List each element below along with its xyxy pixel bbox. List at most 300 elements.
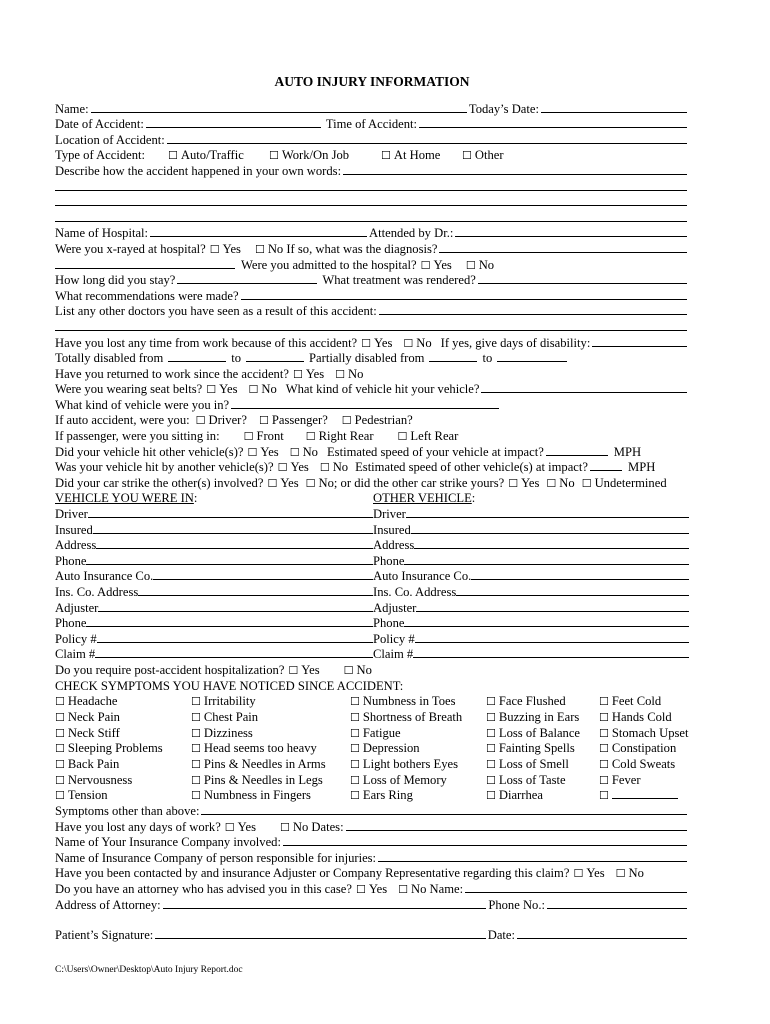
struck-no-label: No	[559, 475, 575, 490]
checkbox-contacted-no[interactable]: ☐	[615, 867, 626, 881]
type-auto-label: Auto/Traffic	[180, 148, 244, 163]
describe-line-3[interactable]	[55, 195, 687, 206]
signature-label: Patient’s Signature:	[55, 928, 154, 943]
vehicle-field-row	[55, 523, 689, 539]
your-vehicle-4	[55, 569, 373, 585]
vehicle-field-label: Phone	[55, 616, 87, 631]
symptom-checkbox[interactable]: ☐	[350, 789, 360, 803]
checkbox-post-hosp-no[interactable]: ☐	[343, 663, 354, 677]
symptom-item	[599, 757, 689, 773]
other-vehicle-9	[373, 647, 689, 663]
hit-other-no-label: No	[302, 444, 318, 459]
returned-label: Have you returned to work since the accident?	[55, 366, 289, 381]
symptom-item	[486, 788, 599, 804]
symptom-item	[191, 694, 350, 710]
checkbox-auto[interactable]: ☐	[168, 149, 178, 163]
diagnosis-field[interactable]	[439, 242, 687, 253]
other-doctors-field[interactable]	[379, 304, 687, 315]
symptom-item	[350, 726, 486, 742]
symptom-checkbox[interactable]: ☐	[486, 789, 496, 803]
your-vehicle-2	[55, 538, 373, 554]
symptom-checkbox[interactable]: ☐	[55, 773, 65, 787]
strike-row	[55, 476, 689, 492]
symptom-label: Pins & Needles in Arms	[203, 756, 326, 771]
vehicle-field-label: Adjuster	[373, 600, 417, 615]
symptom-checkbox[interactable]: ☐	[599, 757, 609, 771]
symptom-label: Nervousness	[67, 772, 133, 787]
admitted-yes-label: Yes	[433, 257, 452, 272]
attorney-no-label: No Name:	[411, 881, 464, 896]
hospital-field[interactable]	[150, 226, 367, 237]
totally-to-label: to	[231, 351, 242, 366]
role-label: If auto accident, were you:	[55, 413, 190, 428]
vehicle-field-row	[55, 601, 689, 617]
symptom-label: Loss of Taste	[498, 772, 566, 787]
symptom-label: Buzzing in Ears	[498, 709, 580, 724]
checkbox-struck-no[interactable]: ☐	[546, 476, 557, 490]
how-long-label: How long did you stay?	[55, 273, 176, 288]
checkbox-hit-other-no[interactable]: ☐	[289, 445, 300, 459]
symptom-checkbox[interactable]: ☐	[599, 726, 609, 740]
recommendations-field[interactable]	[241, 289, 687, 300]
symptom-item	[55, 726, 191, 742]
other-doctors-row	[55, 304, 689, 320]
partially-disabled-label: Partially disabled from	[309, 351, 425, 366]
symptom-checkbox[interactable]: ☐	[599, 742, 609, 756]
symptom-label: Loss of Smell	[498, 756, 569, 771]
symptom-checkbox[interactable]: ☐	[191, 710, 201, 724]
symptom-checkbox[interactable]: ☐	[486, 695, 496, 709]
checkbox-admitted-no[interactable]: ☐	[465, 258, 476, 272]
attorney-address-label: Address of Attorney:	[55, 897, 161, 912]
vehicle-field-row	[55, 507, 689, 523]
insurance-company-label: Name of Your Insurance Company involved:	[55, 835, 281, 850]
auto-injury-form	[55, 74, 689, 944]
checkbox-attorney-no[interactable]: ☐	[398, 882, 409, 896]
seatbelt-row	[55, 382, 689, 398]
phone-no-label: Phone No.:	[488, 897, 545, 912]
vehicle-field-input[interactable]	[98, 601, 373, 612]
vehicle-field-input[interactable]	[411, 523, 689, 534]
describe-line-2[interactable]	[55, 180, 687, 191]
totally-to-field[interactable]	[246, 351, 304, 362]
checkbox-xray-no[interactable]: ☐	[254, 242, 265, 256]
vehicle-field-input[interactable]	[86, 554, 373, 565]
diagnosis-field-2[interactable]	[55, 258, 235, 269]
symptom-checkbox[interactable]: ☐	[55, 742, 65, 756]
speed-yours-field[interactable]	[546, 445, 608, 456]
vehicle-field-input[interactable]	[414, 538, 689, 549]
insurance-company-field[interactable]	[283, 835, 687, 846]
symptom-label: Loss of Balance	[498, 725, 581, 740]
symptom-item	[55, 741, 191, 757]
type-label: Type of Accident:	[55, 148, 146, 163]
insurance-responsible-field[interactable]	[378, 851, 687, 862]
symptoms-other-field[interactable]	[201, 804, 687, 815]
other-vehicle-5	[373, 585, 689, 601]
vehicle-field-input[interactable]	[415, 632, 689, 643]
vehicle-field-input[interactable]	[95, 647, 373, 658]
location-row	[55, 133, 689, 149]
checkbox-strike-no[interactable]: ☐	[305, 476, 316, 490]
checkbox-seatbelt-no[interactable]: ☐	[248, 383, 259, 397]
vehicle-in-row	[55, 398, 689, 414]
seatbelt-yes-label: Yes	[219, 382, 238, 397]
vehicle-field-label: Claim #	[373, 647, 414, 662]
returned-no-label: No	[348, 366, 364, 381]
your-vehicle-6	[55, 601, 373, 617]
symptom-checkbox[interactable]: ☐	[599, 773, 609, 787]
other-vehicle-0	[373, 507, 689, 523]
symptom-label: Loss of Memory	[362, 772, 447, 787]
how-long-field[interactable]	[177, 273, 317, 284]
other-doctors-label: List any other doctors you have seen as a result of this accident:	[55, 304, 377, 319]
other-doctors-line-2[interactable]	[55, 320, 687, 331]
symptom-item	[191, 773, 350, 789]
symptom-item	[599, 694, 689, 710]
vehicle-field-input[interactable]	[404, 554, 689, 565]
symptom-checkbox[interactable]: ☐	[599, 789, 609, 803]
vehicle-fields	[55, 507, 689, 663]
describe-field[interactable]	[343, 164, 687, 175]
vehicle-field-input[interactable]	[138, 585, 373, 596]
date-field[interactable]	[517, 928, 687, 939]
vehicle-field-row	[55, 632, 689, 648]
phone-no-field[interactable]	[547, 898, 687, 909]
vehicle-in-field[interactable]	[231, 398, 499, 409]
todays-date-field[interactable]	[541, 102, 687, 113]
symptom-item	[486, 710, 599, 726]
vehicle-field-label: Insured	[55, 522, 93, 537]
front-label: Front	[256, 429, 284, 444]
describe-line-4[interactable]	[55, 211, 687, 222]
checkbox-returned-yes[interactable]: ☐	[292, 367, 303, 381]
checkbox-lost-days-no[interactable]: ☐	[279, 820, 290, 834]
partially-to-field[interactable]	[497, 351, 567, 362]
name-row	[55, 102, 689, 118]
lost-days-dates-field[interactable]	[346, 820, 687, 831]
checkbox-pedestrian[interactable]: ☐	[341, 414, 352, 428]
vehicle-field-row	[55, 538, 689, 554]
time-of-accident-field[interactable]	[419, 117, 687, 128]
contacted-label: Have you been contacted by and insurance Adjuster or Company Representative regarding this claim?	[55, 866, 570, 881]
admitted-row	[55, 258, 689, 274]
lost-days-row	[55, 820, 689, 836]
other-vehicle-8	[373, 632, 689, 648]
attorney-name-field[interactable]	[465, 882, 687, 893]
what-vehicle-field[interactable]	[481, 382, 687, 393]
your-vehicle-5	[55, 585, 373, 601]
vehicle-field-input[interactable]	[404, 616, 689, 627]
seat-label: If passenger, were you sitting in:	[55, 429, 220, 444]
vehicle-field-row	[55, 554, 689, 570]
symptom-item	[55, 788, 191, 804]
vehicle-field-row	[55, 569, 689, 585]
hit-by-yes-label: Yes	[290, 460, 309, 475]
vehicle-field-input[interactable]	[96, 538, 373, 549]
other-vehicle-2	[373, 538, 689, 554]
date-row	[55, 117, 689, 133]
form-title: AUTO INJURY INFORMATION	[274, 74, 470, 89]
xray-yes-label: Yes	[222, 241, 241, 256]
symptom-label: Ears Ring	[362, 788, 413, 803]
symptom-item	[55, 694, 191, 710]
vehicle-field-row	[55, 616, 689, 632]
describe-row	[55, 164, 689, 180]
lost-days-yes-label: Yes	[237, 819, 256, 834]
checkbox-front[interactable]: ☐	[243, 430, 254, 444]
symptom-label: Back Pain	[67, 756, 120, 771]
est-speed-yours-label: Estimated speed of your vehicle at impact?	[326, 444, 544, 459]
admitted-no-label: No	[478, 257, 495, 272]
vehicle-field-label: Phone	[373, 553, 405, 568]
disability-days-field[interactable]	[592, 336, 687, 347]
checkbox-seatbelt-yes[interactable]: ☐	[206, 383, 217, 397]
your-vehicle-3	[55, 554, 373, 570]
symptom-checkbox[interactable]: ☐	[350, 695, 360, 709]
vehicle-field-input[interactable]	[88, 507, 373, 518]
symptom-checkbox[interactable]: ☐	[350, 710, 360, 724]
symptom-item	[350, 741, 486, 757]
vehicle-field-input[interactable]	[456, 585, 689, 596]
checkbox-other[interactable]: ☐	[462, 149, 472, 163]
left-rear-label: Left Rear	[410, 429, 459, 444]
checkbox-xray-yes[interactable]: ☐	[209, 242, 220, 256]
speed-other-field[interactable]	[590, 460, 622, 471]
symptom-checkbox[interactable]: ☐	[191, 742, 201, 756]
vehicle-field-input[interactable]	[416, 601, 689, 612]
name-field[interactable]	[91, 102, 467, 113]
checkbox-hit-other-yes[interactable]: ☐	[247, 445, 258, 459]
xray-no-label: No If so, what was the diagnosis?	[267, 241, 438, 256]
symptom-label: Cold Sweats	[611, 756, 676, 771]
symptom-label: Depression	[362, 741, 420, 756]
symptom-checkbox[interactable]: ☐	[350, 726, 360, 740]
symptom-label: Shortness of Breath	[362, 709, 463, 724]
seatbelt-label: Were you wearing seat belts?	[55, 382, 203, 397]
hospital-row	[55, 226, 689, 242]
mph-other-label: MPH	[628, 460, 656, 475]
vehicle-field-input[interactable]	[413, 647, 689, 658]
checkbox-contacted-yes[interactable]: ☐	[573, 867, 584, 881]
vehicle-field-input[interactable]	[153, 569, 373, 580]
symptom-checkbox[interactable]: ☐	[191, 726, 201, 740]
treatment-field[interactable]	[478, 273, 687, 284]
checkbox-struck-yes[interactable]: ☐	[508, 476, 519, 490]
checkbox-attorney-yes[interactable]: ☐	[355, 882, 366, 896]
symptom-checkbox[interactable]: ☐	[486, 710, 496, 724]
lost-days-label: Have you lost any days of work?	[55, 819, 221, 834]
attended-field[interactable]	[455, 226, 687, 237]
symptom-checkbox[interactable]: ☐	[55, 789, 65, 803]
symptom-checkbox[interactable]: ☐	[55, 710, 65, 724]
admitted-label: Were you admitted to the hospital?	[241, 257, 417, 272]
symptom-checkbox[interactable]: ☐	[55, 695, 65, 709]
pedestrian-label: Pedestrian?	[354, 413, 413, 428]
vehicle-field-label: Policy #	[373, 631, 415, 646]
symptom-item	[599, 726, 689, 742]
symptom-other-field[interactable]	[612, 788, 678, 799]
lost-time-no-label: No	[416, 335, 432, 350]
seat-row	[55, 429, 689, 445]
other-vehicle-1	[373, 523, 689, 539]
symptom-item	[350, 694, 486, 710]
symptom-item	[486, 757, 599, 773]
strike-label: Did your car strike the other(s) involved?	[55, 475, 264, 490]
symptom-checkbox[interactable]: ☐	[486, 773, 496, 787]
vehicle-field-input[interactable]	[406, 507, 689, 518]
checkbox-lost-days-yes[interactable]: ☐	[224, 820, 235, 834]
symptom-item	[599, 788, 689, 804]
other-vehicle-3	[373, 554, 689, 570]
totally-disabled-label: Totally disabled from	[55, 351, 164, 366]
mph-yours-label: MPH	[613, 444, 642, 459]
your-vehicle-7	[55, 616, 373, 632]
treatment-label: What treatment was rendered?	[322, 273, 476, 288]
symptoms-other-row	[55, 804, 689, 820]
totally-from-field[interactable]	[168, 351, 226, 362]
symptom-item	[191, 726, 350, 742]
stay-row	[55, 273, 689, 289]
symptom-checkbox[interactable]: ☐	[191, 757, 201, 771]
symptom-label: Head seems too heavy	[203, 741, 317, 756]
vehicle-field-label: Claim #	[55, 647, 96, 662]
vehicle-in-label: What kind of vehicle were you in?	[55, 397, 230, 412]
symptom-item	[486, 694, 599, 710]
symptoms-grid	[55, 694, 689, 804]
checkbox-undetermined[interactable]: ☐	[581, 476, 592, 490]
other-vehicle-4	[373, 569, 689, 585]
symptom-item	[191, 757, 350, 773]
checkbox-home[interactable]: ☐	[381, 149, 391, 163]
symptom-item	[191, 788, 350, 804]
symptom-item	[55, 757, 191, 773]
symptom-checkbox[interactable]: ☐	[191, 773, 201, 787]
checkbox-work[interactable]: ☐	[269, 149, 279, 163]
symptom-checkbox[interactable]: ☐	[191, 789, 201, 803]
strike-yes-label: Yes	[280, 475, 299, 490]
symptom-checkbox[interactable]: ☐	[55, 726, 65, 740]
hit-by-row	[55, 460, 689, 476]
symptom-checkbox[interactable]: ☐	[599, 695, 609, 709]
symptom-label: Neck Stiff	[67, 725, 120, 740]
describe-label: Describe how the accident happened in your own words:	[55, 163, 342, 178]
checkbox-left-rear[interactable]: ☐	[397, 430, 408, 444]
location-field[interactable]	[167, 133, 687, 144]
checkbox-lost-time-yes[interactable]: ☐	[361, 336, 372, 350]
date-label: Date:	[487, 928, 515, 943]
insurance-responsible-label: Name of Insurance Company of person responsible for injuries:	[55, 850, 377, 865]
vehicle-field-label: Ins. Co. Address	[373, 585, 457, 599]
type-row	[55, 148, 689, 164]
checkbox-hit-by-yes[interactable]: ☐	[277, 461, 288, 475]
vehicle-field-input[interactable]	[86, 616, 373, 627]
symptom-checkbox[interactable]: ☐	[599, 710, 609, 724]
other-vehicle-header: OTHER VEHICLE	[373, 491, 472, 506]
symptom-label: Light bothers Eyes	[362, 756, 459, 771]
symptom-checkbox[interactable]: ☐	[55, 757, 65, 771]
vehicle-field-input[interactable]	[471, 569, 689, 580]
vehicle-field-input[interactable]	[93, 523, 373, 534]
partially-from-field[interactable]	[429, 351, 477, 362]
symptom-label: Hands Cold	[611, 709, 672, 724]
symptom-item	[486, 741, 599, 757]
symptom-label: Numbness in Fingers	[203, 788, 311, 803]
strike-no-label: No; or did the other car strike yours?	[318, 475, 505, 490]
symptom-label: Headache	[67, 694, 118, 709]
checkbox-passenger[interactable]: ☐	[258, 414, 269, 428]
name-label: Name:	[55, 101, 89, 116]
contacted-no-label: No	[628, 866, 644, 881]
symptom-item	[191, 741, 350, 757]
hit-by-no-label: No	[332, 460, 349, 475]
symptom-checkbox[interactable]: ☐	[486, 742, 496, 756]
checkbox-admitted-yes[interactable]: ☐	[420, 258, 431, 272]
checkbox-strike-yes[interactable]: ☐	[267, 476, 278, 490]
vehicle-field-label: Policy #	[55, 631, 97, 646]
vehicle-field-row	[55, 585, 689, 601]
symptom-label: Tension	[67, 788, 108, 803]
lost-time-row	[55, 336, 689, 352]
symptom-checkbox[interactable]: ☐	[486, 757, 496, 771]
lost-time-yes-label: Yes	[374, 335, 393, 350]
symptom-checkbox[interactable]: ☐	[191, 695, 201, 709]
hit-by-label: Was your vehicle hit by another vehicle(s)?	[55, 460, 274, 475]
symptom-checkbox[interactable]: ☐	[486, 726, 496, 740]
checkbox-lost-time-no[interactable]: ☐	[403, 336, 414, 350]
checkbox-right-rear[interactable]: ☐	[305, 430, 316, 444]
symptom-item	[350, 757, 486, 773]
checkbox-driver[interactable]: ☐	[195, 414, 206, 428]
checkbox-returned-no[interactable]: ☐	[335, 367, 346, 381]
symptom-item	[599, 741, 689, 757]
date-of-accident-field[interactable]	[146, 117, 321, 128]
symptom-checkbox[interactable]: ☐	[350, 757, 360, 771]
contacted-yes-label: Yes	[586, 866, 605, 881]
checkbox-post-hosp-yes[interactable]: ☐	[288, 663, 299, 677]
symptom-label: Stomach Upset	[611, 725, 689, 740]
symptom-label: Dizziness	[203, 725, 253, 740]
symptom-checkbox[interactable]: ☐	[350, 742, 360, 756]
symptom-label: Diarrhea	[498, 788, 543, 803]
symptom-label: Feet Cold	[611, 694, 662, 709]
vehicle-field-label: Auto Insurance Co.	[55, 569, 154, 584]
signature-field[interactable]	[155, 928, 485, 939]
symptoms-header: CHECK SYMPTOMS YOU HAVE NOTICED SINCE ACCIDENT:	[55, 678, 404, 693]
symptom-checkbox[interactable]: ☐	[350, 773, 360, 787]
todays-date-label: Today’s Date:	[468, 101, 539, 116]
vehicle-in-header: VEHICLE YOU WERE IN	[55, 491, 194, 506]
attended-label: Attended by Dr.:	[369, 226, 454, 241]
seatbelt-no-label: No	[261, 382, 277, 397]
post-hosp-label: Do you require post-accident hospitalization?	[55, 662, 285, 677]
undetermined-label: Undetermined	[594, 475, 667, 490]
attorney-address-field[interactable]	[163, 898, 487, 909]
symptom-item	[350, 710, 486, 726]
vehicle-field-label: Adjuster	[55, 600, 99, 615]
type-other-label: Other	[474, 148, 504, 163]
symptom-label: Constipation	[611, 741, 677, 756]
vehicle-field-label: Phone	[373, 616, 405, 631]
checkbox-hit-by-no[interactable]: ☐	[319, 461, 330, 475]
symptom-item	[191, 710, 350, 726]
vehicle-field-input[interactable]	[97, 632, 373, 643]
symptom-label: Pins & Needles in Legs	[203, 772, 323, 787]
symptom-item	[350, 773, 486, 789]
vehicle-field-label: Phone	[55, 553, 87, 568]
symptom-label: Fatigue	[362, 725, 401, 740]
attorney-yes-label: Yes	[368, 881, 388, 896]
